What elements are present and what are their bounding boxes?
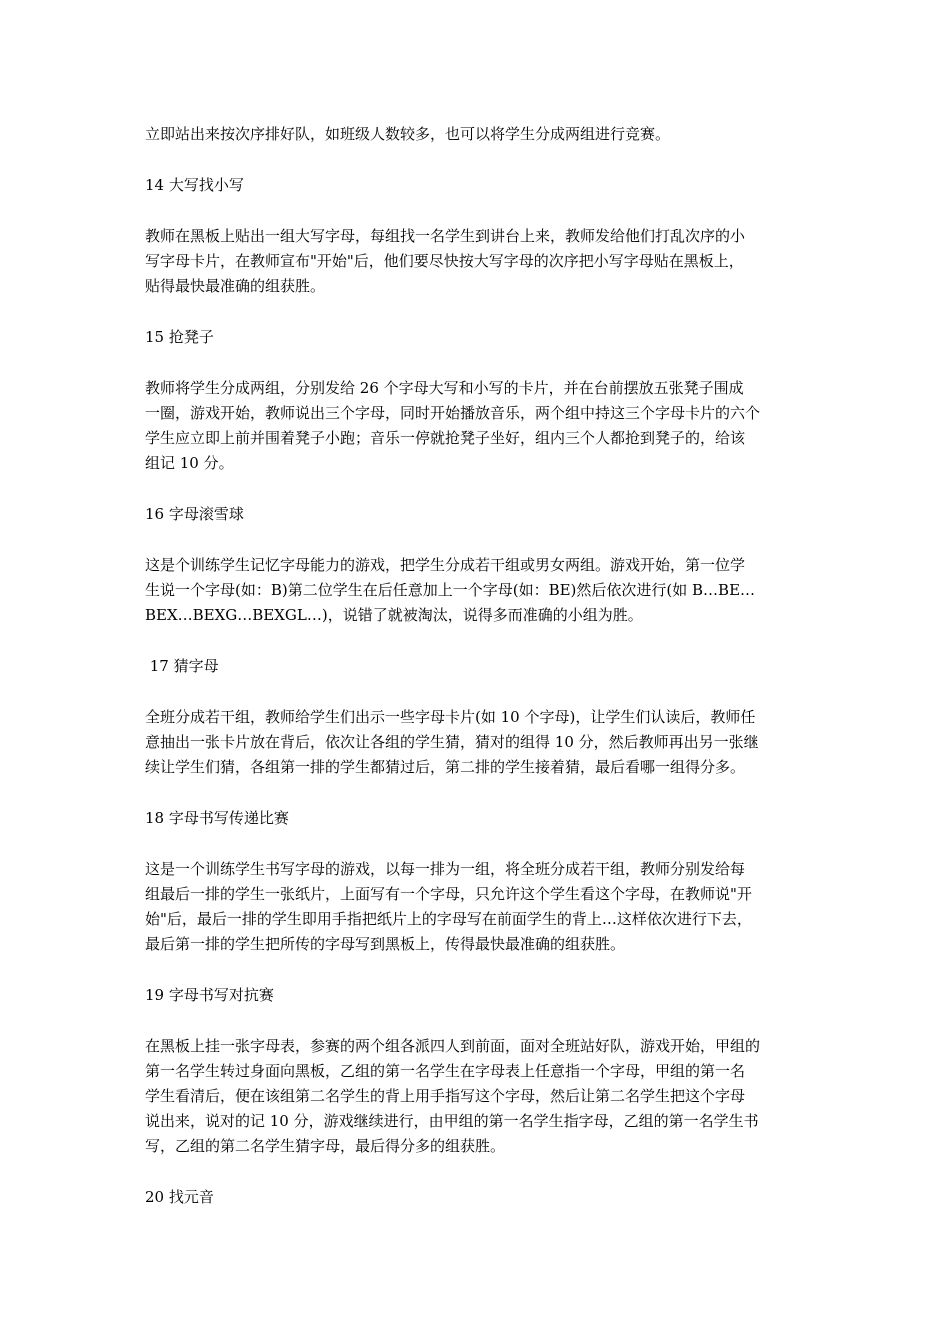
body-line: 始"后，最后一排的学生即用手指把纸片上的字母写在前面学生的背上…这样依次进行下去， bbox=[145, 910, 752, 928]
section-body bbox=[145, 553, 815, 628]
section-heading: 16 字母滚雪球 bbox=[145, 505, 244, 523]
body-line: 最后第一排的学生把所传的字母写到黑板上，传得最快最准确的组获胜。 bbox=[145, 935, 626, 953]
section-body bbox=[145, 705, 815, 780]
body-line: 在黑板上挂一张字母表，参赛的两个组各派四人到前面，面对全班站好队，游戏开始，甲组的 bbox=[145, 1037, 761, 1055]
section-body bbox=[145, 1034, 815, 1159]
section-body bbox=[145, 376, 815, 476]
document-page bbox=[145, 122, 815, 1210]
section-heading: 20 找元音 bbox=[145, 1188, 214, 1206]
body-line: 写，乙组的第二名学生猜字母，最后得分多的组获胜。 bbox=[145, 1137, 506, 1155]
body-line: 一圈，游戏开始，教师说出三个字母，同时开始播放音乐，两个组中持这三个字母卡片的六个 bbox=[145, 404, 761, 422]
body-line: BEX…BEXG…BEXGL…)，说错了就被淘汰，说得多而准确的小组为胜。 bbox=[145, 606, 643, 624]
body-line: 教师将学生分成两组，分别发给 26 个字母大写和小写的卡片，并在台前摆放五张凳子围成 bbox=[145, 379, 744, 397]
body-line: 这是一个训练学生书写字母的游戏，以每一排为一组，将全班分成若干组，教师分别发给每 bbox=[145, 860, 746, 878]
body-line: 组最后一排的学生一张纸片，上面写有一个字母，只允许这个学生看这个字母，在教师说"开 bbox=[145, 885, 752, 903]
body-line: 全班分成若干组，教师给学生们出示一些字母卡片(如 10 个字母)，让学生们认读后，教师任 bbox=[145, 708, 756, 726]
body-line: 学生应立即上前并围着凳子小跑；音乐一停就抢凳子坐好，组内三个人都抢到凳子的，给该 bbox=[145, 429, 746, 447]
body-line: 学生看清后，便在该组第二名学生的背上用手指写这个字母，然后让第二名学生把这个字母 bbox=[145, 1087, 746, 1105]
body-line: 写字母卡片，在教师宣布"开始"后，他们要尽快按大写字母的次序把小写字母贴在黑板上， bbox=[145, 252, 744, 270]
body-line: 第一名学生转过身面向黑板，乙组的第一名学生在字母表上任意指一个字母，甲组的第一名 bbox=[145, 1062, 746, 1080]
section-body bbox=[145, 224, 815, 299]
body-line: 贴得最快最准确的组获胜。 bbox=[145, 277, 326, 295]
body-line: 意抽出一张卡片放在背后，依次让各组的学生猜，猜对的组得 10 分，然后教师再出另一张继 bbox=[145, 733, 759, 751]
body-line: 续让学生们猜，各组第一排的学生都猜过后，第二排的学生接着猜，最后看哪一组得分多。 bbox=[145, 758, 746, 776]
section-heading: 15 抢凳子 bbox=[145, 328, 214, 346]
section-heading: 19 字母书写对抗赛 bbox=[145, 986, 274, 1004]
intro-line: 立即站出来按次序排好队，如班级人数较多，也可以将学生分成两组进行竞赛。 bbox=[145, 125, 671, 143]
body-line: 生说一个字母(如：B)第二位学生在后任意加上一个字母(如：BE)然后依次进行(如 B…BE… bbox=[145, 581, 756, 599]
body-line: 说出来，说对的记 10 分，游戏继续进行，由甲组的第一名学生指字母，乙组的第一名学生书 bbox=[145, 1112, 759, 1130]
body-line: 组记 10 分。 bbox=[145, 454, 234, 472]
body-line: 这是个训练学生记忆字母能力的游戏，把学生分成若干组或男女两组。游戏开始，第一位学 bbox=[145, 556, 746, 574]
section-heading: 14 大写找小写 bbox=[145, 176, 244, 194]
section-heading: 18 字母书写传递比赛 bbox=[145, 809, 289, 827]
section-body bbox=[145, 857, 815, 957]
section-heading: 17 猜字母 bbox=[145, 657, 219, 675]
body-line: 教师在黑板上贴出一组大写字母，每组找一名学生到讲台上来，教师发给他们打乱次序的小 bbox=[145, 227, 746, 245]
